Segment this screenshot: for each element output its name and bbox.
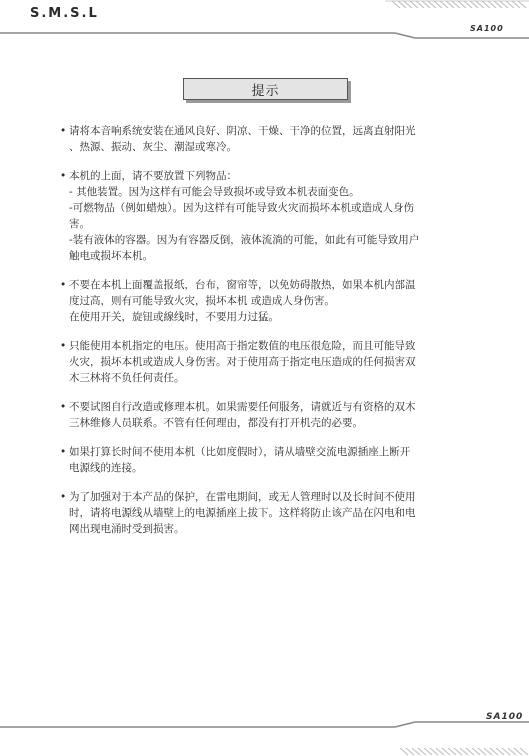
notice-item: [60, 277, 480, 325]
footer-model-label: SA100: [486, 712, 524, 722]
notice-line: 三林维修人员联系。不管有任何理由，都没有打开机壳的必要。: [69, 417, 363, 429]
bullet-icon: •: [60, 491, 67, 503]
notice-line: 木三林将不负任何责任。: [69, 372, 185, 384]
bullet-icon: •: [60, 401, 67, 413]
model-label: SA100: [470, 24, 504, 33]
bullet-icon: •: [60, 446, 67, 458]
notice-line: 、热源、振动、灰尘、潮湿或寒冷。: [69, 141, 237, 153]
bullet-icon: •: [60, 279, 67, 291]
notice-line: 网出现电涌时受到损害。: [69, 523, 185, 535]
notice-line: 度过高，则有可能导致火灾，损坏本机 或造成人身伤害。: [69, 295, 335, 307]
notice-line: 只能使用本机指定的电压。使用高于指定数值的电压很危险，而且可能导致: [69, 340, 416, 352]
notice-item: [60, 399, 480, 431]
notice-line: 本机的上面，请不要放置下列物品：: [69, 170, 237, 182]
bullet-icon: •: [60, 125, 67, 137]
footer-rule: [0, 700, 529, 756]
notice-line: 在使用开关，旋钮或線线时，不要用力过猛。: [69, 311, 279, 323]
notice-line: 不要在本机上面覆盖报纸，台布，窗帘等，以免妨碍散热，如果本机内部温: [69, 279, 416, 291]
notice-line: 请将本音响系统安装在通风良好、阴凉、干燥、干净的位置，远离直射阳光: [69, 125, 416, 137]
notice-item: [60, 489, 480, 537]
notice-line: 时，请将电源线从墙壁上的电源插座上拔下。这样将防止该产品在闪电和电: [69, 507, 416, 519]
notice-item: [60, 123, 480, 155]
notice-line: 触电或损坏本机。: [69, 250, 153, 262]
brand-logo: S.M.S.L: [30, 6, 99, 21]
notice-line: 害。: [69, 218, 90, 230]
notice-item: [60, 338, 480, 386]
notice-line: 电源线的连接。: [69, 462, 143, 474]
notice-line: - 其他装置。因为这样有可能会导致损坏或导致本机表面变色。: [69, 186, 360, 198]
notice-line: 为了加强对于本产品的保护，在雷电期间，或无人管理时以及长时间不使用: [69, 491, 416, 503]
notice-line: 不要试图自行改造或修理本机。如果需要任何服务，请就近与有资格的双木: [69, 401, 416, 413]
bullet-icon: •: [60, 170, 67, 182]
page-title: 提示: [183, 78, 348, 100]
notice-list: [60, 123, 480, 550]
bullet-icon: •: [60, 340, 67, 352]
notice-line: -可燃物品（例如蜡烛）。因为这样有可能导致火灾而损坏本机或造成人身伤: [69, 202, 415, 214]
notice-line: 如果打算长时间不使用本机（比如度假时），请从墙壁交流电源插座上断开: [69, 446, 411, 458]
notice-item: [60, 168, 480, 264]
notice-line: -装有液体的容器。因为有容器反倒，液体流淌的可能，如此有可能导致用户: [69, 234, 420, 246]
notice-item: [60, 444, 480, 476]
notice-line: 火灾，损坏本机或造成人身伤害。对于使用高于指定电压造成的任何损害双: [69, 356, 416, 368]
